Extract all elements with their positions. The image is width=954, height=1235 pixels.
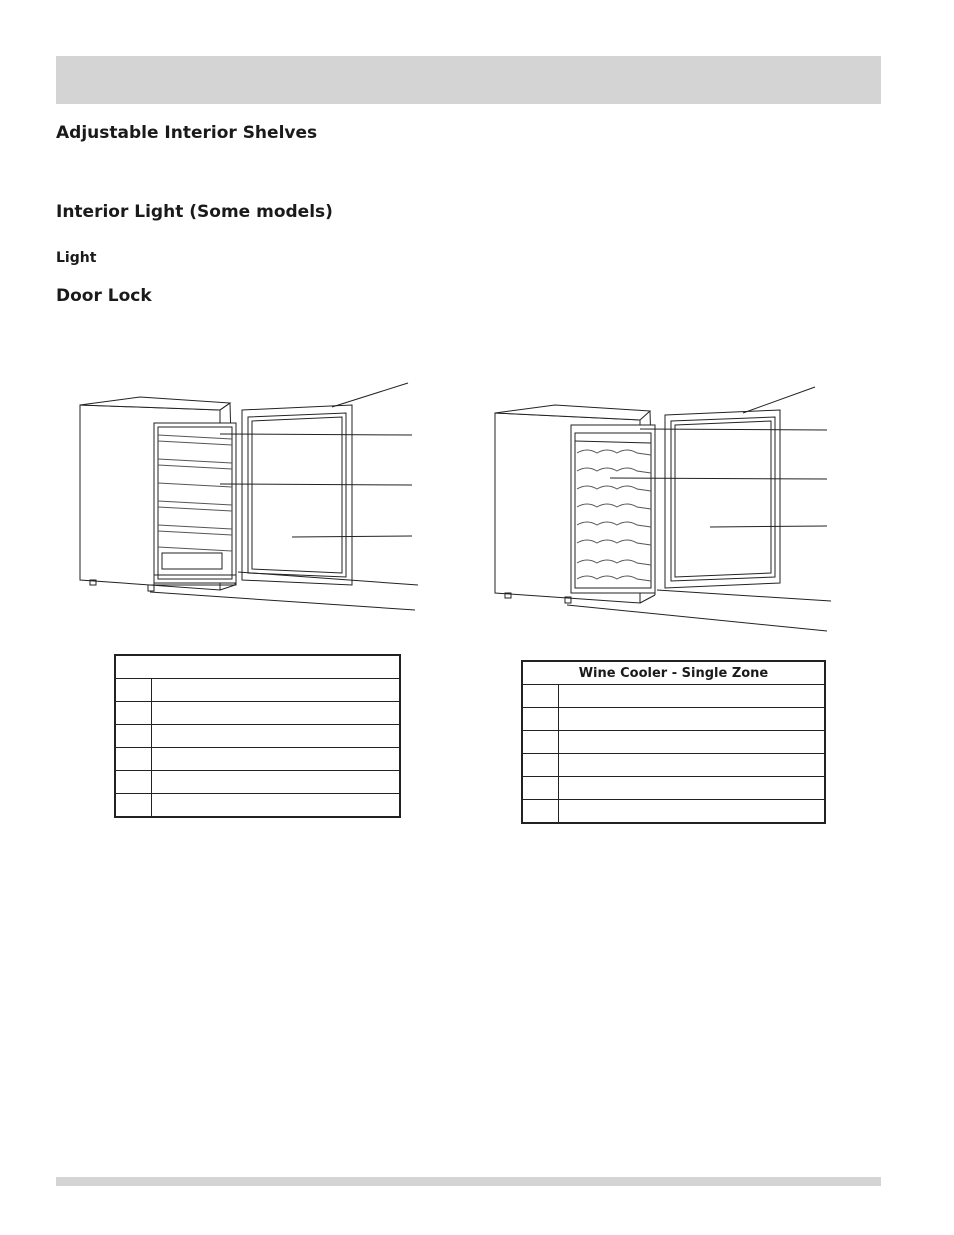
row-part <box>152 725 401 748</box>
row-part <box>152 771 401 794</box>
table-row <box>522 708 825 731</box>
wine-cooler-diagram <box>485 383 845 638</box>
row-number <box>115 771 152 794</box>
header-bar <box>56 56 881 104</box>
wine-cooler-parts-table <box>521 660 826 824</box>
row-part <box>152 702 401 725</box>
row-number <box>522 777 559 800</box>
beverage-center-parts-table <box>114 654 401 818</box>
table-row <box>115 702 400 725</box>
table-row <box>522 685 825 708</box>
row-number <box>522 754 559 777</box>
table-row <box>522 777 825 800</box>
parts-table-title <box>115 655 400 679</box>
row-number <box>115 679 152 702</box>
row-part <box>152 794 401 818</box>
row-number <box>522 708 559 731</box>
row-number <box>522 731 559 754</box>
row-part <box>559 754 826 777</box>
row-number <box>115 725 152 748</box>
table-row <box>115 771 400 794</box>
row-part <box>559 800 826 824</box>
shelves-heading: Adjustable Interior Shelves <box>56 123 318 143</box>
table-row <box>115 725 400 748</box>
table-row <box>115 794 400 818</box>
row-part <box>559 731 826 754</box>
footer-bar <box>56 1177 881 1186</box>
row-number <box>115 794 152 818</box>
row-part <box>559 777 826 800</box>
row-number <box>115 748 152 771</box>
row-number <box>522 800 559 824</box>
light-subheading: Light <box>56 250 97 266</box>
table-row <box>522 731 825 754</box>
row-part <box>559 685 826 708</box>
beverage-center-diagram <box>70 375 430 620</box>
parts-table-title: Wine Cooler - Single Zone <box>522 661 825 685</box>
row-number <box>115 702 152 725</box>
table-row <box>522 754 825 777</box>
row-number <box>522 685 559 708</box>
table-row <box>522 800 825 824</box>
row-part <box>152 679 401 702</box>
row-part <box>559 708 826 731</box>
row-part <box>152 748 401 771</box>
light-heading: Interior Light (Some models) <box>56 202 333 222</box>
table-row <box>115 679 400 702</box>
lock-heading: Door Lock <box>56 286 152 306</box>
table-row <box>115 748 400 771</box>
